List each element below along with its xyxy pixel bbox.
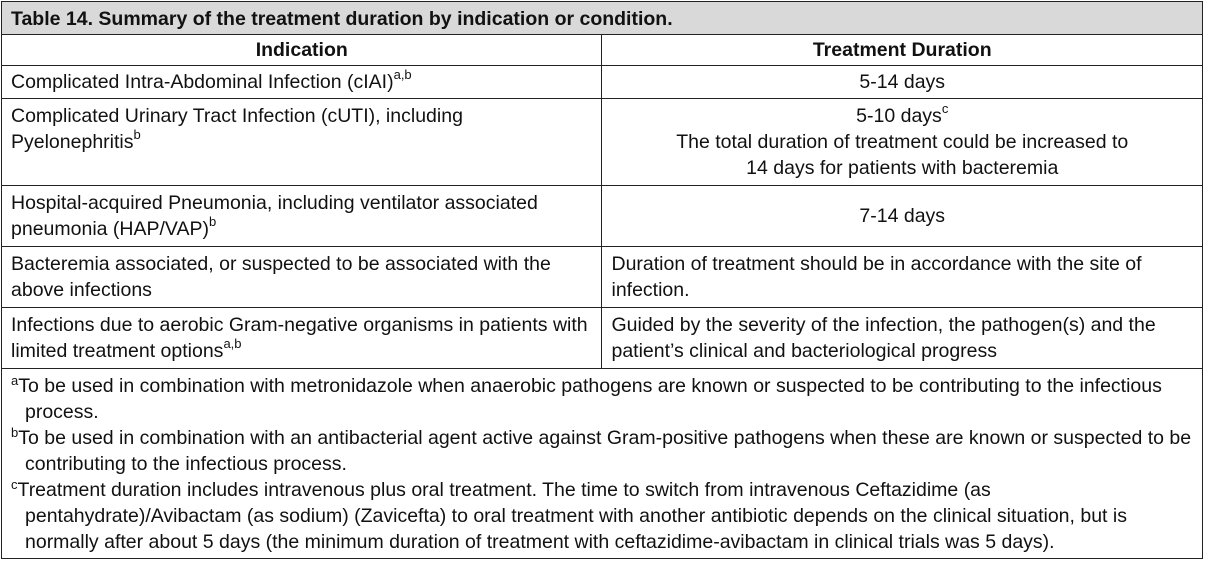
table-title: Table 14. Summary of the treatment duration by indication or condition. [2,2,1203,35]
indication-cell [2,99,602,186]
table-row [2,66,1203,99]
footnote-text: Treatment duration includes intravenous plus oral treatment. The time to switch from intravenous Ceftazidime (as pentahydrate)/Avibactam (as sodium) (Zavicefta) to oral treatment with another antibiotic depends on the clinical situation, but is normally after about 5 days (the minimum duration of treatment with ceftazidime-avibactam in clinical trials was 5 days). [17,479,1127,553]
table-row [2,247,1203,308]
indication-cell: Bacteremia associated, or suspected to be associated with the above infections [2,247,602,308]
footnote-mark: c [11,477,18,492]
footnotes-cell [2,369,1203,559]
footnote-ref: b [133,126,141,142]
table-container [1,1,1203,559]
footnote-ref: c [941,100,949,116]
footnote-a [11,373,1193,425]
footnote-ref: a,b [223,335,242,351]
footnote-b [11,425,1193,477]
duration-cell: 7-14 days [602,186,1203,247]
duration-cell: 5-14 days [602,66,1203,99]
indication-text: Infections due to aerobic Gram-negative organisms in patients with limited treatment options [11,314,588,362]
table-row [2,186,1203,247]
header-treatment-duration: Treatment Duration [602,35,1203,66]
indication-text: Complicated Urinary Tract Infection (cUTI), including Pyelonephritis [11,105,463,153]
indication-text: Hospital-acquired Pneumonia, including ventilator associated pneumonia (HAP/VAP) [11,192,538,240]
duration-note-line2: 14 days for patients with bacteremia [746,157,1059,179]
indication-cell [2,66,602,99]
table-row [2,99,1203,186]
footnote-ref: a,b [393,66,412,82]
duration-cell: Duration of treatment should be in accordance with the site of infection. [602,247,1203,308]
footnote-mark: a [11,373,19,388]
indication-cell [2,186,602,247]
indication-text: Complicated Intra-Abdominal Infection (cIAI) [11,71,394,93]
footnote-ref: b [208,213,217,229]
indication-cell [2,308,602,369]
footnotes-row [2,369,1203,559]
footnote-c [11,477,1193,555]
table-title-row [2,2,1203,35]
footnote-text: To be used in combination with metronidazole when anaerobic pathogens are known or suspected to be contributing to the infectious process. [18,375,1162,423]
treatment-duration-table [1,1,1203,559]
table-header-row [2,35,1203,66]
duration-cell [602,99,1203,186]
duration-text: 5-10 days [856,105,942,127]
table-row [2,308,1203,369]
footnote-mark: b [11,425,19,440]
header-indication: Indication [2,35,602,66]
duration-note-line1: The total duration of treatment could be increased to [676,131,1129,153]
duration-cell: Guided by the severity of the infection, the pathogen(s) and the patient’s clinical and bacteriological progress [602,308,1203,369]
footnote-text: To be used in combination with an antibacterial agent active against Gram-positive pathogens when these are known or suspected to be contributing to the infectious process. [18,427,1192,475]
